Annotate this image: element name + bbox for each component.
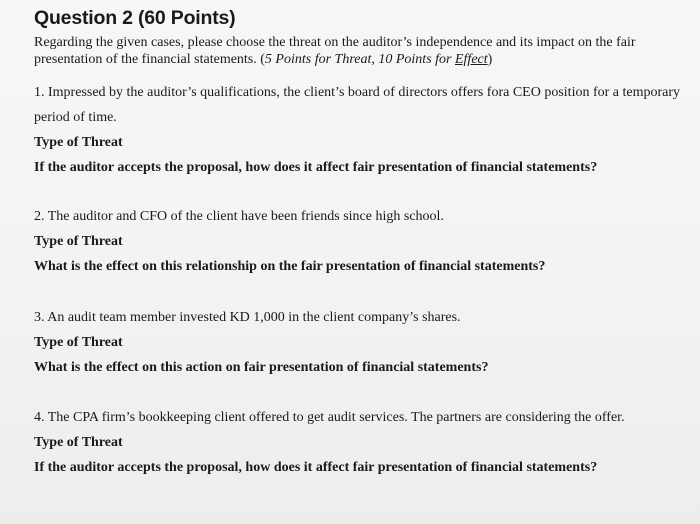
instructions-text: Regarding the given cases, please choose the threat on the auditor’s independence and its impact on the fair presentation of the financial statements. (: [34, 35, 636, 67]
threat-type-label: Type of Threat: [34, 435, 123, 450]
effect-word: Effect: [454, 52, 488, 67]
page-title: Question 2 (60 Points): [34, 7, 236, 29]
effect-question: If the auditor accepts the proposal, how does it affect fair presentation of financial statements?: [34, 460, 598, 475]
threat-type-label: Type of Threat: [34, 234, 123, 249]
question-text: 3. An audit team member invested KD 1,000 in the client company’s shares.: [34, 310, 461, 325]
instructions-close: ): [487, 52, 493, 67]
question-text: 1. Impressed by the auditor’s qualifications, the client’s board of directors offers fora CEO position for a temporary period of time.: [34, 85, 681, 125]
threat-type-label: Type of Threat: [34, 135, 123, 150]
question-block: [34, 405, 684, 480]
question-text: 4. The CPA firm’s bookkeeping client offered to get audit services. The partners are considering the offer.: [34, 410, 625, 425]
threat-type-label: Type of Threat: [34, 335, 123, 350]
effect-question: What is the effect on this action on fair presentation of financial statements?: [34, 360, 489, 375]
question-block: [34, 305, 684, 380]
question-text: 2. The auditor and CFO of the client have been friends since high school.: [34, 209, 444, 224]
question-block: [34, 80, 684, 180]
document-page: [34, 6, 684, 475]
effect-question: If the auditor accepts the proposal, how does it affect fair presentation of financial statements?: [34, 160, 598, 175]
effect-question: What is the effect on this relationship on the fair presentation of financial statements?: [34, 259, 546, 274]
points-note: 5 Points for Threat, 10 Points for: [264, 52, 455, 67]
instructions: [34, 34, 684, 68]
question-block: [34, 204, 684, 279]
